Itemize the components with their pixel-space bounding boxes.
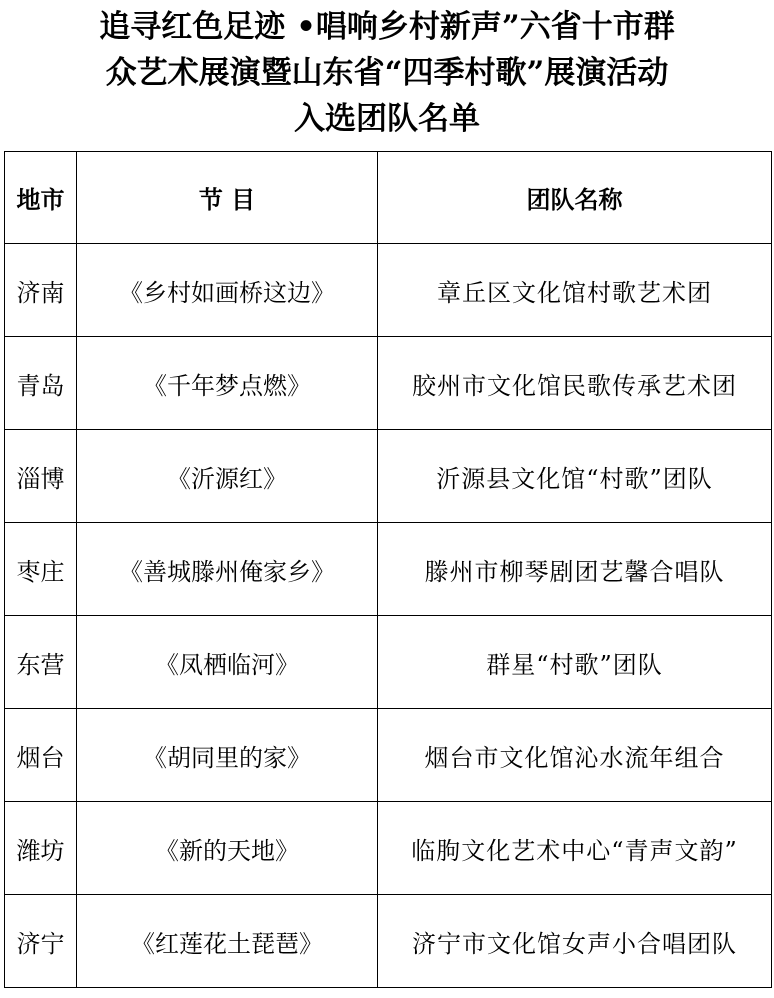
table-row (5, 895, 772, 988)
cell-team-name: 滕州市柳琴剧团艺馨合唱队 (378, 523, 772, 616)
cell-city: 烟台 (5, 709, 77, 802)
document-title (0, 4, 774, 142)
table-row (5, 709, 772, 802)
cell-city: 济南 (5, 244, 77, 337)
cell-program: 《胡同里的家》 (77, 709, 378, 802)
cell-team-name: 胶州市文化馆民歌传承艺术团 (378, 337, 772, 430)
table-header-row (5, 152, 772, 244)
header-program: 节 目 (77, 152, 378, 244)
cell-team-name: 沂源县文化馆“村歌”团队 (378, 430, 772, 523)
cell-program: 《新的天地》 (77, 802, 378, 895)
cell-team-name: 济宁市文化馆女声小合唱团队 (378, 895, 772, 988)
cell-program: 《沂源红》 (77, 430, 378, 523)
table-row (5, 430, 772, 523)
cell-city: 青岛 (5, 337, 77, 430)
cell-program: 《乡村如画桥这边》 (77, 244, 378, 337)
cell-program: 《凤栖临河》 (77, 616, 378, 709)
table-row (5, 802, 772, 895)
cell-city: 东营 (5, 616, 77, 709)
table-row (5, 337, 772, 430)
cell-program: 《千年梦点燃》 (77, 337, 378, 430)
cell-team-name: 烟台市文化馆沁水流年组合 (378, 709, 772, 802)
cell-city: 枣庄 (5, 523, 77, 616)
cell-city: 潍坊 (5, 802, 77, 895)
cell-team-name: 群星“村歌”团队 (378, 616, 772, 709)
cell-team-name: 临朐文化艺术中心“青声文韵” (378, 802, 772, 895)
title-line-3: 入选团队名单 (294, 101, 480, 137)
table-row (5, 523, 772, 616)
cell-program: 《红莲花土琵琶》 (77, 895, 378, 988)
selected-teams-table (4, 151, 772, 988)
cell-city: 淄博 (5, 430, 77, 523)
header-city: 地市 (5, 152, 77, 244)
table-row (5, 244, 772, 337)
cell-team-name: 章丘区文化馆村歌艺术团 (378, 244, 772, 337)
title-line-1: 追寻红色足迹 •唱响乡村新声”六省十市群 (99, 9, 675, 45)
cell-city: 济宁 (5, 895, 77, 988)
header-team-name: 团队名称 (378, 152, 772, 244)
table-row (5, 616, 772, 709)
cell-program: 《善城滕州俺家乡》 (77, 523, 378, 616)
title-line-2: 众艺术展演暨山东省“四季村歌”展演活动 (105, 55, 669, 91)
